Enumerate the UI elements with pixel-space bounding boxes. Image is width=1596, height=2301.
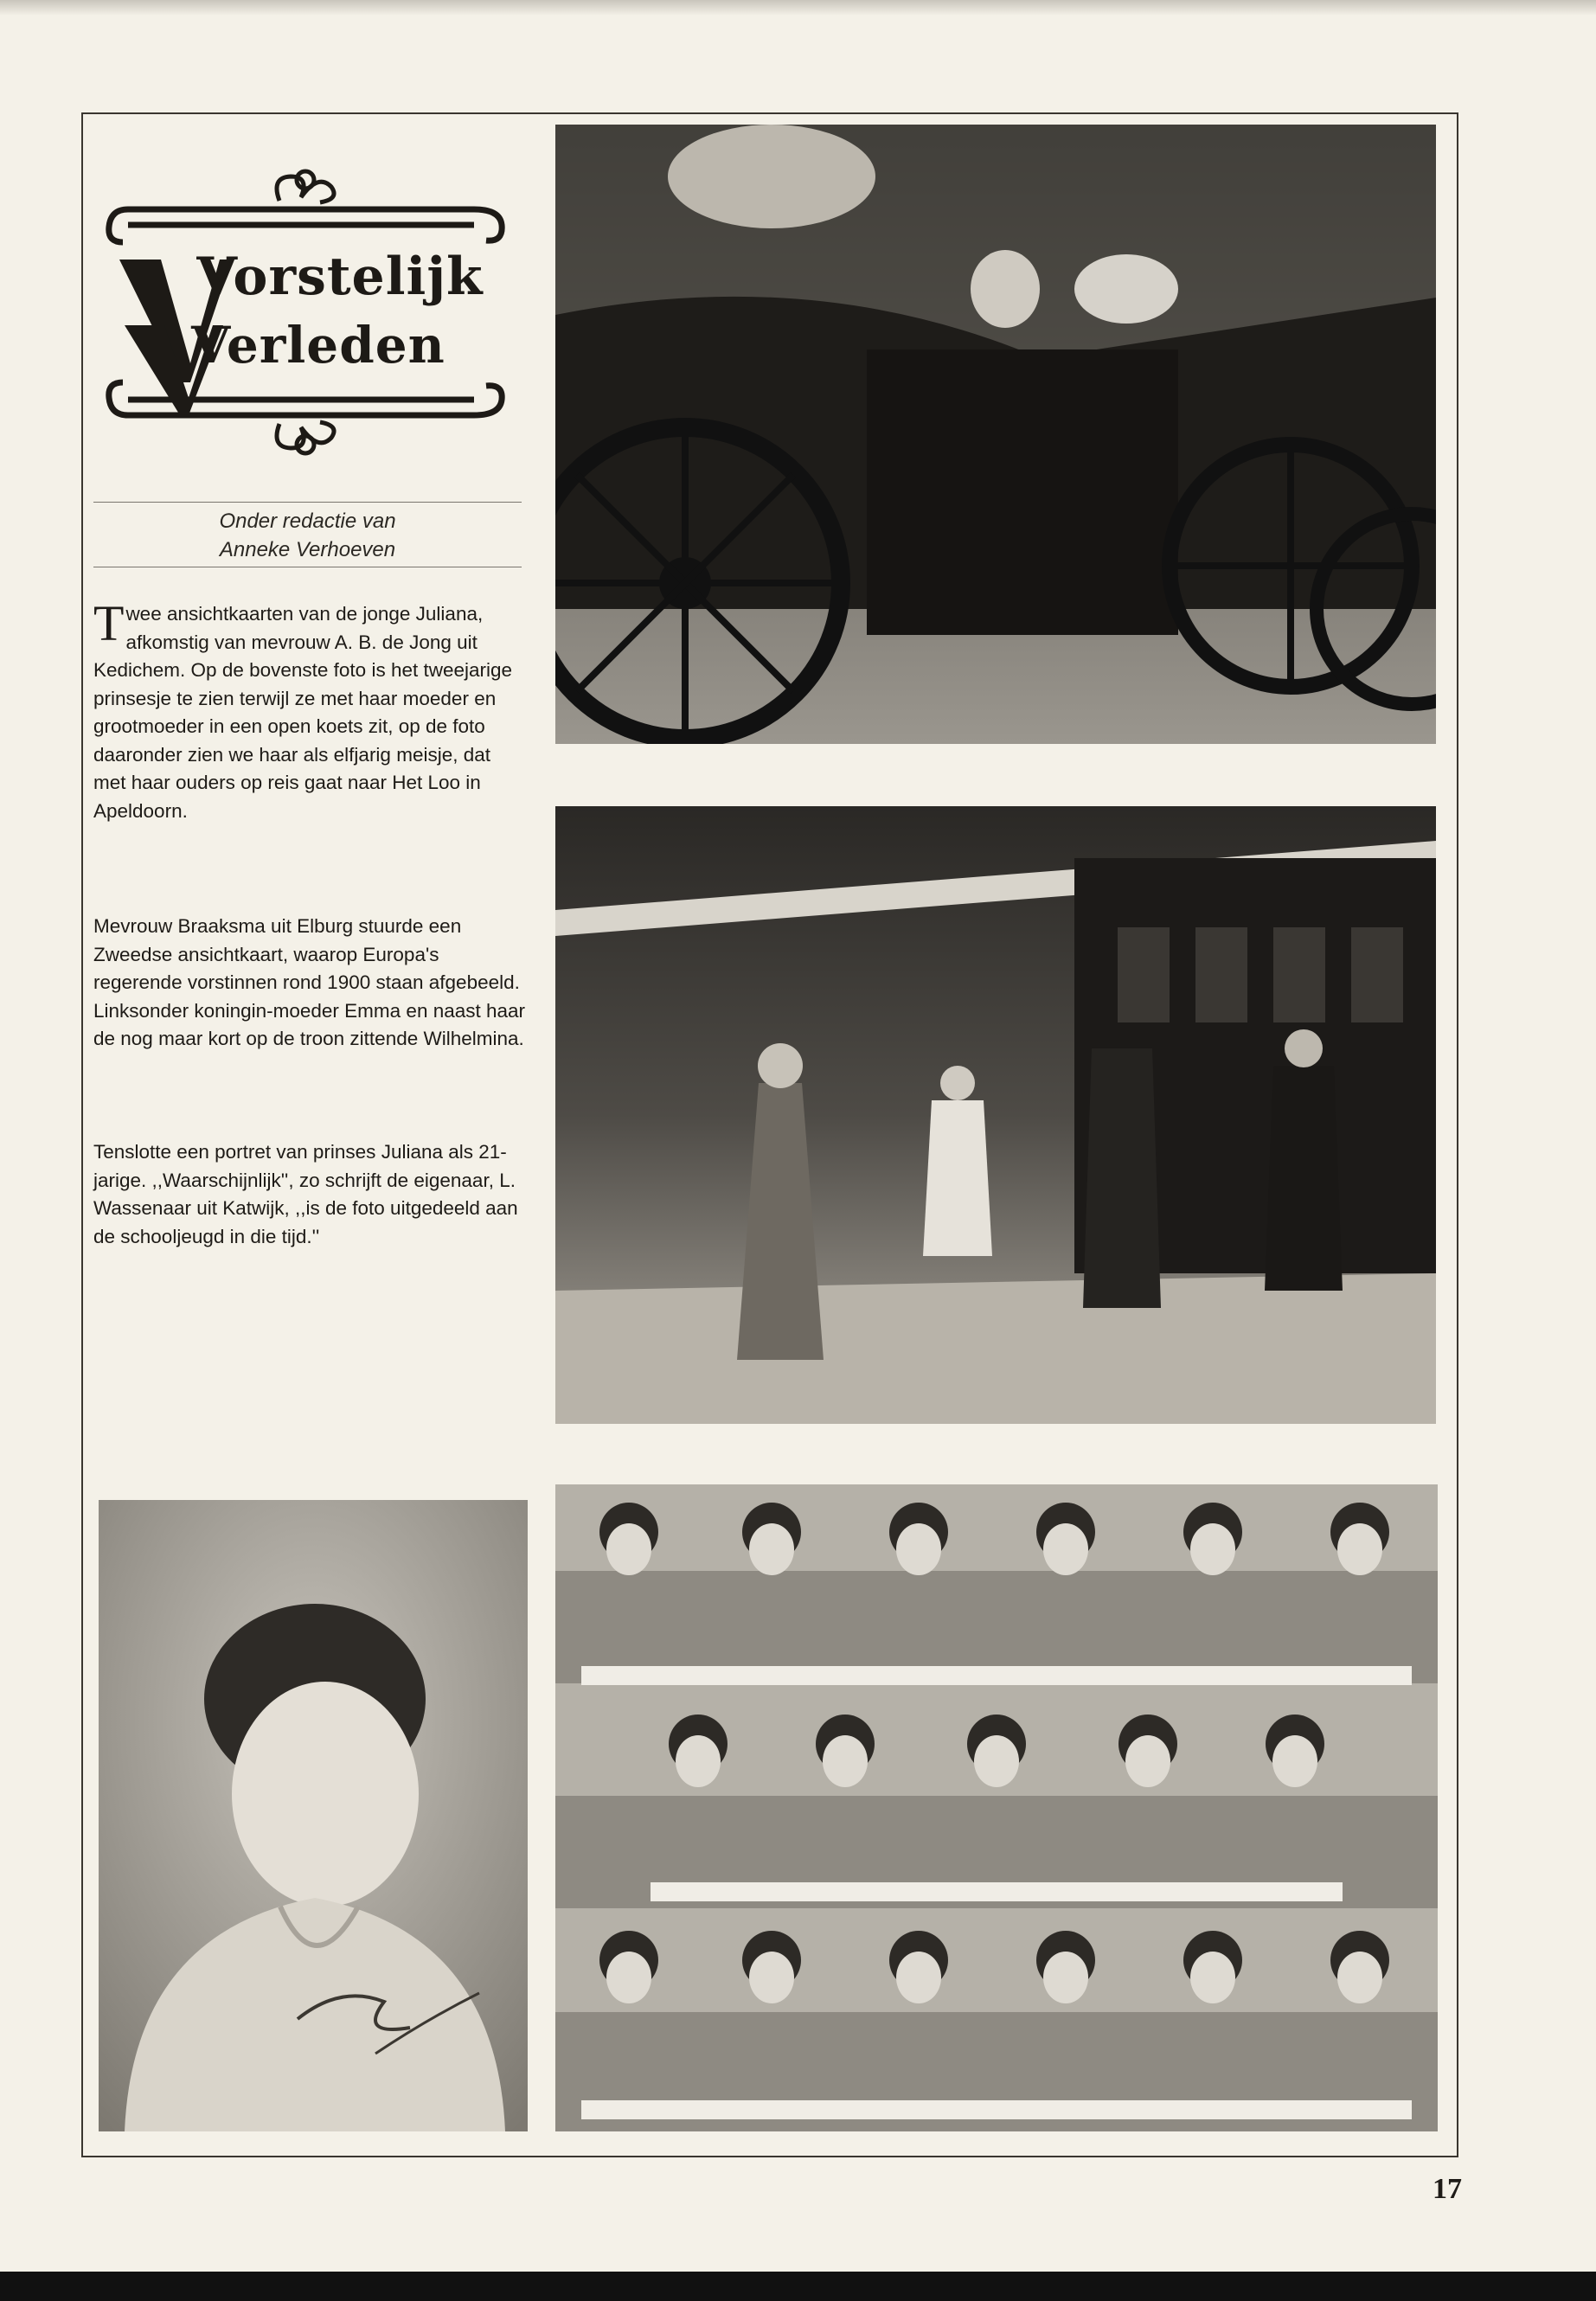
title-line-1: Vorstelijk — [196, 247, 484, 307]
photo-carriage — [555, 125, 1436, 744]
page-top-shadow — [0, 0, 1596, 16]
title-ornament — [93, 156, 526, 467]
page-number: 17 — [1433, 2173, 1462, 2205]
drop-cap: T — [93, 595, 125, 651]
editor-credit — [93, 502, 522, 567]
ornament-scroll-icon — [93, 156, 526, 467]
paragraph-3: Tenslotte een portret van prinses Juliana als 21-jarige. ,,Waarschijnlijk'', zo schrijft de eigenaar, L. Wassenaar uit Katwijk, ,,is de foto uitgedeeld aan de schooljeugd in die tijd.'' — [93, 1141, 518, 1247]
paragraph-2: Mevrouw Braaksma uit Elburg stuurde een Zweedse ansichtkaart, waarop Europa's regerende vorstinnen rond 1900 staan afgebeeld. Linksonder koningin-moeder Emma en naast haar de nog maar kort op de troon zittende Wilhelmina. — [93, 915, 526, 1049]
photo-railway-platform — [555, 806, 1436, 1424]
editor-credit-line-1: Onder redactie van — [219, 510, 396, 533]
photo-portrait-juliana — [99, 1500, 528, 2131]
photo-european-queens-postcard — [555, 1484, 1438, 2131]
paragraph-1-text: wee ansichtkaarten van de jonge Juliana, afkomstig van mevrouw A. B. de Jong uit Kedichem. Op de bovenste foto is het tweejarige prinsesje te zien terwijl ze met haar moeder en grootmoeder in een open koets zit, op de foto daaronder zien we haar als elfjarig meisje, dat met haar ouders op reis gaat naar Het Loo in Apeldoorn. — [93, 603, 513, 822]
page-bottom-bar — [0, 2272, 1596, 2301]
editor-credit-line-2: Anneke Verhoeven — [219, 538, 396, 561]
paragraph-1 — [93, 595, 526, 825]
title-line-2: Verleden — [191, 316, 445, 375]
